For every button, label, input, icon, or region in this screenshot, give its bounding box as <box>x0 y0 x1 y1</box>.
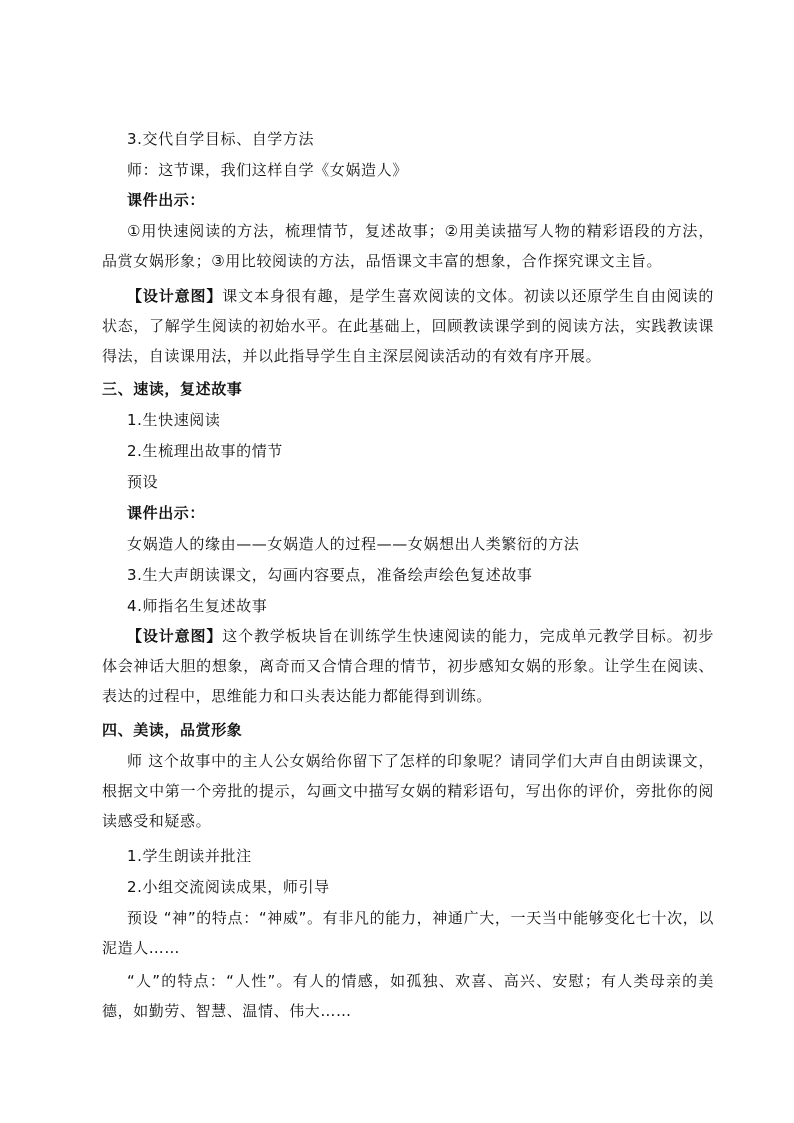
courseware-label-2: 课件出示： <box>127 504 206 522</box>
teacher-intro-line: 师：这节课，我们这样自学《女娲造人》 <box>127 161 408 179</box>
step-4-line: 4.师指名生复述故事 <box>127 597 268 615</box>
design-intent-label-2: 【设计意图】 <box>127 627 223 645</box>
design-intent-paragraph-2 <box>102 621 714 711</box>
step-1-annotate-line: 1.学生朗读并批注 <box>127 847 252 865</box>
design-intent-text: 课文本身很有趣，是学生喜欢阅读的文体。初读以还原学生自由阅读的状态，了解学生阅读的初始水平。在此基础上，回顾教读课学到的阅读方法，实践教读课得法，自读课用法，并以此指导学生自主深层阅读活动的有效有序开展。 <box>102 287 714 365</box>
section-4-heading: 四、美读，品赏形象 <box>102 721 243 739</box>
design-intent-paragraph-1 <box>102 281 714 371</box>
step-3-line: 3.生大声朗读课文，勾画内容要点，准备绘声绘色复述故事 <box>127 566 533 584</box>
section-3-heading: 三、速读，复述故事 <box>102 380 243 398</box>
preset-label: 预设 <box>127 473 159 491</box>
step-2-group-line: 2.小组交流阅读成果，师引导 <box>127 878 330 896</box>
design-intent-label: 【设计意图】 <box>127 287 223 305</box>
step-3-heading: 3.交代自学目标、自学方法 <box>127 130 315 148</box>
design-intent-text-2: 这个教学板块旨在训练学生快速阅读的能力，完成单元教学目标。初步体会神话大胆的想象，离奇而又合情合理的情节，初步感知女娲的形象。让学生在阅读、表达的过程中，思维能力和口头表达能力都能得到训练。 <box>102 627 714 705</box>
step-1-line: 1.生快速阅读 <box>127 411 221 429</box>
plot-outline-line: 女娲造人的缘由——女娲造人的过程——女娲想出人类繁衍的方法 <box>127 535 580 553</box>
teacher-question-paragraph: 师 这个故事中的主人公女娲给你留下了怎样的印象呢？请同学们大声自由朗读课文，根据文中第一个旁批的提示，勾画文中描写女娲的精彩语句，写出你的评价，旁批你的阅读感受和疑惑。 <box>102 752 714 830</box>
divine-traits-paragraph: 预设 “神”的特点：“神威”。有非凡的能力，神通广大，一天当中能够变化七十次，以泥造人…… <box>102 909 714 957</box>
courseware-label-1: 课件出示： <box>127 191 206 209</box>
step-2-line: 2.生梳理出故事的情节 <box>127 442 283 460</box>
human-traits-paragraph: “人”的特点：“人性”。有人的情感，如孤独、欢喜、高兴、安慰；有人类母亲的美德，如勤劳、智慧、温情、伟大…… <box>102 972 714 1020</box>
self-study-methods-paragraph: ①用快速阅读的方法，梳理情节，复述故事；②用美读描写人物的精彩语段的方法，品赏女娲形象；③用比较阅读的方法，品悟课文丰富的想象，合作探究课文主旨。 <box>102 222 714 270</box>
